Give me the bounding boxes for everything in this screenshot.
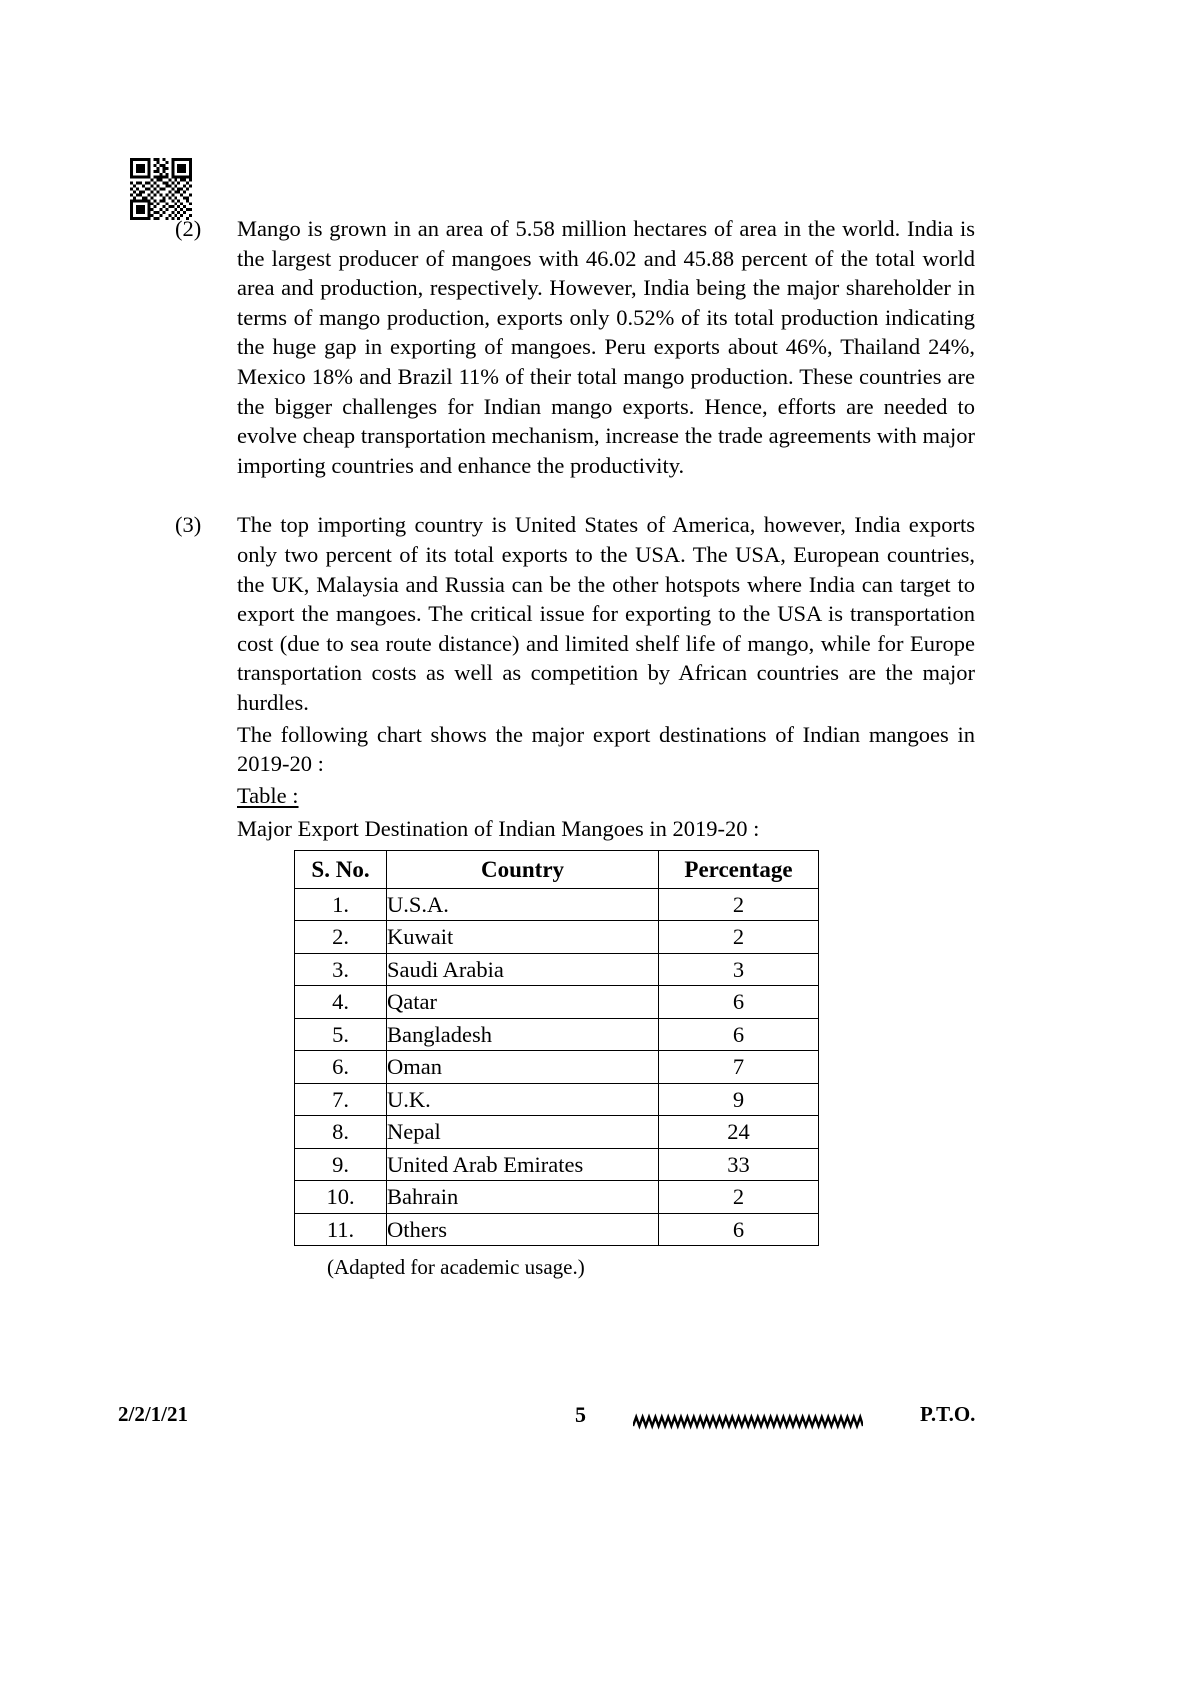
cell-sno: 1. xyxy=(295,888,387,921)
cell-country: Bangladesh xyxy=(387,1018,659,1051)
table-caption: Major Export Destination of Indian Mangoes in 2019-20 : xyxy=(237,816,760,842)
cell-country: Oman xyxy=(387,1051,659,1084)
paragraph-3-text: The top importing country is United States of America, however, India exports only two percent of its total exports to the USA. The USA, European countries, the UK, Malaysia and Russia can be the other hotspots where India can target to export the mangoes. The critical issue for exporting to the USA is transportation cost (due to sea route distance) and limited shelf life of mango, while for Europe transportation costs as well as competition by African countries are the major hurdles. xyxy=(237,512,975,715)
cell-sno: 9. xyxy=(295,1148,387,1181)
table-row xyxy=(295,1051,819,1084)
table-row xyxy=(295,1148,819,1181)
cell-sno: 2. xyxy=(295,921,387,954)
cell-country: Others xyxy=(387,1213,659,1246)
paragraph-3-followup: The following chart shows the major export destinations of Indian mangoes in 2019-20 : xyxy=(237,721,975,777)
cell-sno: 4. xyxy=(295,986,387,1019)
table-row xyxy=(295,888,819,921)
cell-sno: 10. xyxy=(295,1181,387,1214)
cell-country: U.K. xyxy=(387,1083,659,1116)
cell-percentage: 6 xyxy=(659,1213,819,1246)
table-row xyxy=(295,1083,819,1116)
cell-country: Qatar xyxy=(387,986,659,1019)
table-row xyxy=(295,1181,819,1214)
cell-percentage: 6 xyxy=(659,1018,819,1051)
cell-sno: 7. xyxy=(295,1083,387,1116)
cell-country: Saudi Arabia xyxy=(387,953,659,986)
paragraph-2-number: (2) xyxy=(175,216,202,241)
cell-country: Nepal xyxy=(387,1116,659,1149)
table-block xyxy=(237,814,975,1281)
table-row xyxy=(295,1116,819,1149)
paragraph-2 xyxy=(175,214,975,480)
table-label-text: Table : xyxy=(237,782,299,808)
cell-sno: 11. xyxy=(295,1213,387,1246)
document-body xyxy=(175,214,975,1311)
cell-percentage: 2 xyxy=(659,888,819,921)
column-header-country: Country xyxy=(387,850,659,888)
paragraph-2-text: Mango is grown in an area of 5.58 million hectares of area in the world. India is the largest producer of mangoes with 46.02 and 45.88 percent of the total world area and production, respectively. However, India being the major shareholder in terms of mango production, exports only 0.52% of its total production indicating the huge gap in exporting of mangoes. Peru exports about 46%, Thailand 24%, Mexico 18% and Brazil 11% of their total mango production. These countries are the bigger challenges for Indian mango exports. Hence, efforts are needed to evolve cheap transportation mechanism, increase the trade agreements with major importing countries and enhance the productivity. xyxy=(237,216,975,478)
cell-percentage: 3 xyxy=(659,953,819,986)
cell-country: Kuwait xyxy=(387,921,659,954)
cell-percentage: 2 xyxy=(659,1181,819,1214)
cell-sno: 6. xyxy=(295,1051,387,1084)
column-header-percentage: Percentage xyxy=(659,850,819,888)
table-row xyxy=(295,953,819,986)
cell-country: U.S.A. xyxy=(387,888,659,921)
table-row xyxy=(295,921,819,954)
table-header-row xyxy=(295,850,819,888)
paper-code: 2/2/1/21 xyxy=(118,1402,189,1426)
qr-code xyxy=(130,158,192,220)
cell-sno: 5. xyxy=(295,1018,387,1051)
table-label xyxy=(237,781,975,811)
source-note: (Adapted for academic usage.) xyxy=(327,1255,585,1280)
paragraph-3-block xyxy=(237,510,975,1281)
paragraph-3 xyxy=(175,510,975,1281)
pto-label: P.T.O. xyxy=(920,1402,976,1426)
cell-percentage: 33 xyxy=(659,1148,819,1181)
cell-percentage: 6 xyxy=(659,986,819,1019)
cell-percentage: 2 xyxy=(659,921,819,954)
paragraph-3-number: (3) xyxy=(175,512,202,538)
page-number: 5 xyxy=(575,1402,586,1427)
table-row xyxy=(295,986,819,1019)
cell-percentage: 9 xyxy=(659,1083,819,1116)
column-header-sno: S. No. xyxy=(295,850,387,888)
cell-sno: 3. xyxy=(295,953,387,986)
table-row xyxy=(295,1018,819,1051)
cell-percentage: 24 xyxy=(659,1116,819,1149)
cell-percentage: 7 xyxy=(659,1051,819,1084)
cell-sno: 8. xyxy=(295,1116,387,1149)
table-row xyxy=(295,1213,819,1246)
cell-country: United Arab Emirates xyxy=(387,1148,659,1181)
zigzag-rule-icon xyxy=(633,1410,863,1432)
cell-country: Bahrain xyxy=(387,1181,659,1214)
export-destinations-table xyxy=(294,850,819,1247)
page-footer xyxy=(0,1402,1190,1448)
